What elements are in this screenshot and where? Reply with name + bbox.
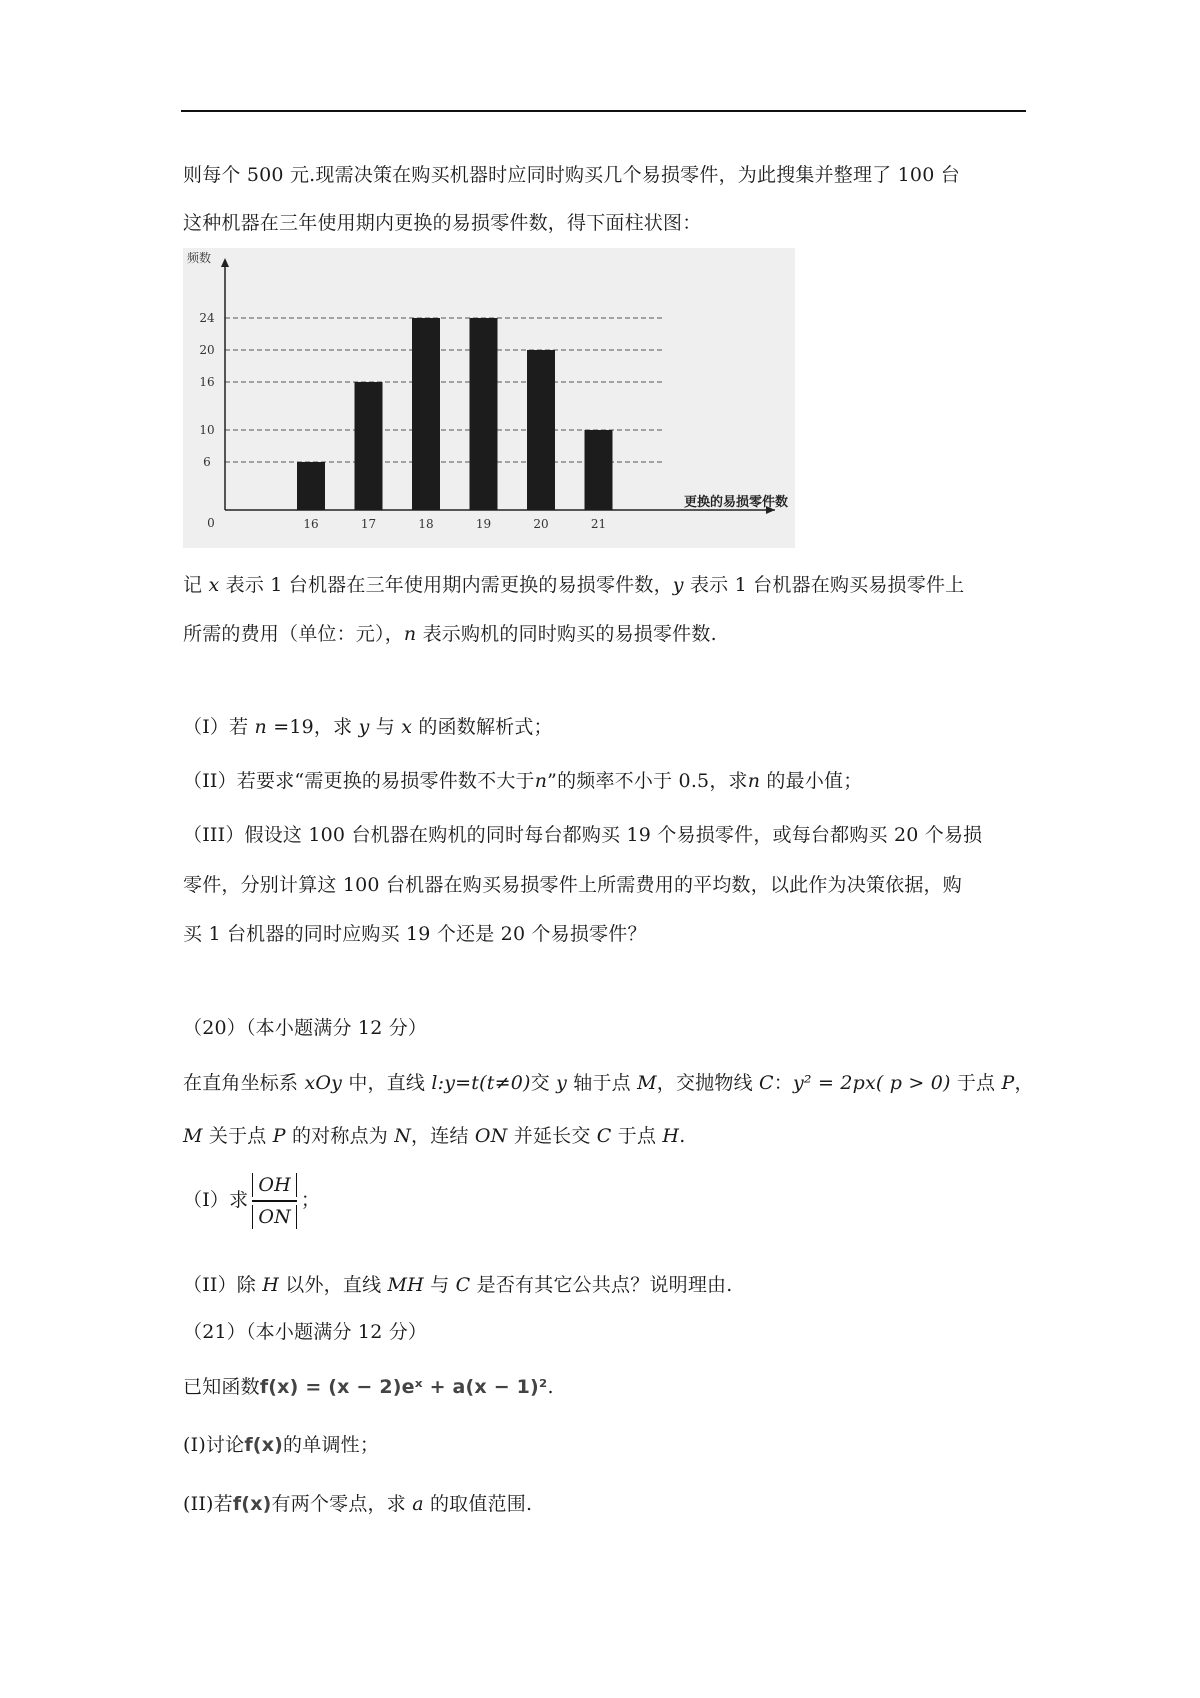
bar — [412, 318, 440, 510]
x-tick-label: 16 — [303, 517, 319, 531]
y-axis-label: 频数 — [187, 251, 212, 265]
q19-part-ii: （II）若要求“需更换的易损零件数不大于n”的频率不小于 0.5，求n 的最小值； — [183, 770, 863, 792]
y-tick-label: 6 — [203, 455, 211, 469]
y-tick-label: 0 — [207, 516, 215, 530]
q21-part-ii: (II)若f(x)有两个零点，求 a 的取值范围. — [183, 1493, 533, 1515]
y-tick-label: 16 — [199, 375, 215, 389]
x-tick-label: 21 — [590, 517, 607, 531]
q21-header: （21）（本小题满分 12 分） — [183, 1321, 428, 1343]
y-tick-label: 10 — [199, 423, 215, 437]
parabola-equation: y² = 2px( p > 0) — [792, 1072, 951, 1094]
q19-part-iii: 买 1 台机器的同时应购买 19 个还是 20 个易损零件？ — [183, 923, 647, 945]
chart-svg — [183, 248, 795, 548]
q20-part-ii: （II）除 H 以外，直线 MH 与 C 是否有其它公共点？说明理由. — [183, 1274, 733, 1296]
bar — [297, 462, 325, 510]
q19-part-iii: 零件，分别计算这 100 台机器在购买易损零件上所需费用的平均数，以此作为决策依据，购 — [183, 874, 962, 896]
q19-part-i: （I）若 n =19，求 y 与 x 的函数解析式； — [183, 716, 553, 738]
function-formula: f(x) = (x − 2)eˣ + a(x − 1)² — [259, 1376, 548, 1398]
y-tick-label: 20 — [199, 343, 215, 357]
q21-stem: 已知函数f(x) = (x − 2)eˣ + a(x − 1)². — [183, 1376, 554, 1398]
header-rule — [181, 110, 1026, 112]
x-axis-label: 更换的易损零件数 — [683, 495, 788, 510]
x-tick-label: 17 — [360, 517, 377, 531]
q19-part-iii: （III）假设这 100 台机器在购机的同时每台都购买 19 个易损零件，或每台都购买 20 个易损 — [183, 824, 983, 846]
x-tick-label: 19 — [475, 517, 492, 531]
q20-part-i: （I）求 $\frac{OH}{ON}$ ； — [183, 1174, 321, 1228]
ratio-fraction: $\frac{OH}{ON}$ — [252, 1173, 297, 1229]
y-axis-arrow — [221, 258, 229, 267]
q20-header: （20）（本小题满分 12 分） — [183, 1017, 428, 1039]
paragraph-line: 这种机器在三年使用期内更换的易损零件数，得下面柱状图： — [183, 212, 702, 234]
bar — [527, 350, 555, 510]
y-tick-label: 24 — [199, 311, 215, 325]
x-tick-label: 18 — [418, 517, 434, 531]
paragraph-line: 记 x 表示 1 台机器在三年使用期内需更换的易损零件数，y 表示 1 台机器在购买易损零件上 — [183, 574, 965, 596]
q20-stem: 在直角坐标系 xOy 中，直线 l:y=t(t≠0)交 y 轴于点 M，交抛物线 C：y² = 2px( p > 0) 于点 P， — [183, 1072, 1034, 1094]
x-tick-label: 20 — [533, 517, 549, 531]
paragraph-line: 则每个 500 元.现需决策在购买机器时应同时购买几个易损零件，为此搜集并整理了 100 台 — [183, 164, 960, 186]
bar — [585, 430, 613, 510]
paragraph-line: 所需的费用（单位：元），n 表示购机的同时购买的易损零件数. — [183, 623, 717, 645]
bar — [470, 318, 498, 510]
q21-part-i: (I)讨论f(x)的单调性； — [183, 1434, 380, 1456]
bar — [355, 382, 383, 510]
q20-stem: M 关于点 P 的对称点为 N，连结 ON 并延长交 C 于点 H. — [183, 1125, 686, 1147]
bar-chart — [183, 248, 795, 548]
